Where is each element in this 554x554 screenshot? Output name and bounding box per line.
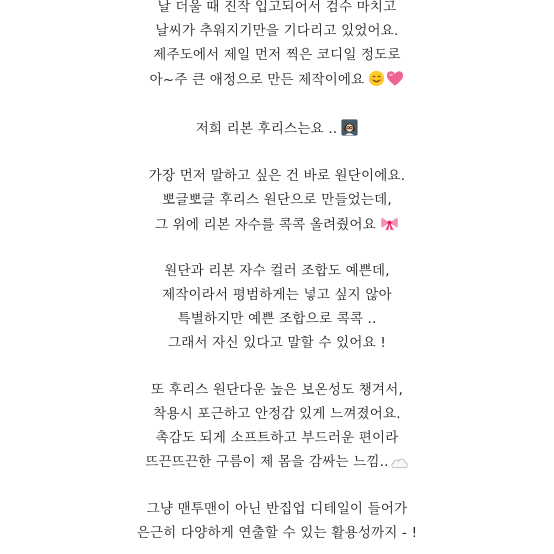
text-line: 날씨가 추워지기만을 기다리고 있었어요.: [155, 23, 399, 39]
smiling-face-icon: [368, 70, 385, 87]
text-line: 착용시 포근하고 안정감 있게 느껴졌어요.: [153, 406, 401, 422]
text-line: 뽀글뽀글 후리스 원단으로 만들었는데,: [162, 192, 392, 208]
text-line: 그래서 자신 있다고 말할 수 있어요 !: [168, 335, 386, 351]
ribbon-icon: [380, 215, 399, 232]
text-line: 가장 먼저 말하고 싶은 건 바로 원단이에요.: [148, 168, 406, 184]
text-line: 날 더울 때 진작 입고되어서 검수 마치고: [157, 0, 397, 15]
woman-teacher-icon: [341, 119, 358, 136]
text-line: 뜨끈뜨끈한 구름이 제 몸을 감싸는 느낌..: [0, 453, 554, 471]
cloud-icon: [390, 456, 409, 469]
text-line: 원단과 리본 자수 컬러 조합도 예쁜데,: [164, 263, 390, 279]
text-line: 그 위에 리본 자수를 콕콕 올려줬어요: [0, 215, 554, 234]
text-line: 저희 리본 후리스는요 ..: [0, 119, 554, 138]
text-line: 제주도에서 제일 먼저 찍은 코디일 정도로: [153, 47, 401, 63]
text-line: 아~주 큰 애정으로 만든 제작이에요: [0, 70, 554, 89]
text-line: 제작이라서 평범하게는 넣고 싶지 않아: [162, 287, 392, 303]
text-line: 그냥 맨투맨이 아닌 반집업 디테일이 들어가: [146, 501, 408, 517]
text-line: 특별하지만 예쁜 조합으로 콕콕 ..: [177, 311, 377, 327]
text-line: 또 후리스 원단다운 높은 보온성도 챙겨서,: [150, 382, 404, 398]
text-line: 촉감도 되게 소프트하고 부드러운 편이라: [155, 430, 399, 446]
text-line: 은근히 다양하게 연출할 수 있는 활용성까지 - !: [136, 525, 418, 541]
pink-heart-icon: [386, 70, 404, 87]
